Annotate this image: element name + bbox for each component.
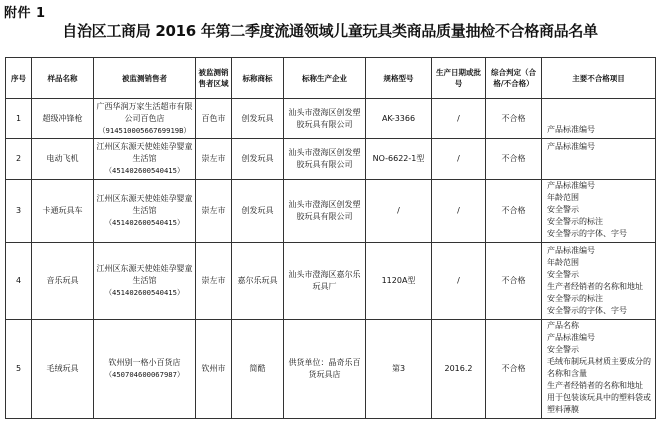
reason-item: 安全警示 [547,345,579,354]
cell-model: AK-3366 [366,99,432,139]
cell-no: 5 [6,320,32,419]
cell-reasons [542,139,656,180]
cell-model: 第3 [366,320,432,419]
reason-item: 安全警示的字体、字号 [547,306,627,315]
nonconforming-products-table [5,57,656,419]
seller-name: 江州区东源天使娃娃孕婴童生活馆 [96,264,193,285]
reason-item: 生产者经销者的名称和地址 [547,381,643,390]
seller-name: 江州区东源天使娃娃孕婴童生活馆 [96,142,193,163]
cell-region: 崇左市 [196,243,232,320]
cell-product: 电动飞机 [32,139,94,180]
cell-batch: / [432,139,486,180]
reason-item: 年龄范围 [547,258,579,267]
cell-seller [94,99,196,139]
cell-region: 百色市 [196,99,232,139]
seller-code: （451402600540415） [104,288,185,297]
cell-verdict: 不合格 [486,320,542,419]
header-region: 被监测销售者区域 [196,58,232,99]
seller-code: （91451000566769919B） [98,125,191,135]
cell-maker: 汕头市澄海区创发塑胶玩具有限公司 [284,99,366,139]
cell-verdict: 不合格 [486,99,542,139]
cell-reasons [542,320,656,419]
cell-verdict: 不合格 [486,180,542,243]
header-maker: 标称生产企业 [284,58,366,99]
seller-name: 江州区东源天使娃娃孕婴童生活馆 [96,194,193,215]
reason-item: 生产者经销者的名称和地址 [547,282,643,291]
cell-trademark: 创发玩具 [232,180,284,243]
cell-maker: 汕头市澄海区创发塑胶玩具有限公司 [284,139,366,180]
cell-model: 1120A型 [366,243,432,320]
table-row [6,99,656,139]
cell-seller [94,243,196,320]
cell-seller [94,180,196,243]
table-row [6,243,656,320]
cell-batch: / [432,180,486,243]
cell-product: 毛绒玩具 [32,320,94,419]
reason-item: 安全警示的标注 [547,294,603,303]
reason-item: 年龄范围 [547,193,579,202]
reason-item: 产品标准编号 [547,333,595,342]
seller-name: 钦州别一格小百货店 [108,358,181,367]
header-no: 序号 [6,58,32,99]
reason-item: 产品标准编号 [547,125,595,134]
cell-seller [94,139,196,180]
seller-code: （450704600067987） [104,370,185,379]
cell-product: 音乐玩具 [32,243,94,320]
cell-maker: 汕头市澄海区嘉尔乐玩具厂 [284,243,366,320]
cell-trademark: 嘉尔乐玩具 [232,243,284,320]
cell-product: 卡通玩具车 [32,180,94,243]
cell-batch: / [432,99,486,139]
cell-trademark: 简酷 [232,320,284,419]
cell-no: 4 [6,243,32,320]
table-row [6,320,656,419]
reason-item: 安全警示 [547,270,579,279]
cell-trademark: 创发玩具 [232,99,284,139]
cell-batch: / [432,243,486,320]
cell-region: 崇左市 [196,139,232,180]
reason-item: 产品标准编号 [547,142,595,151]
reason-item: 安全警示 [547,205,579,214]
seller-code: （451402600540415） [104,166,185,175]
reason-item: 安全警示的字体、字号 [547,229,627,238]
cell-reasons [542,243,656,320]
cell-batch: 2016.2 [432,320,486,419]
cell-verdict: 不合格 [486,243,542,320]
header-seller: 被监测销售者 [94,58,196,99]
cell-reasons [542,180,656,243]
cell-maker: 汕头市澄海区创发塑胶玩具有限公司 [284,180,366,243]
seller-name: 广西华润万家生活超市有限公司百色店 [96,101,193,123]
cell-trademark: 创发玩具 [232,139,284,180]
reason-item: 用于包装该玩具中的塑料袋或塑料薄膜 [547,393,651,414]
header-reasons: 主要不合格项目 [542,58,656,99]
table-header-row [6,58,656,99]
cell-model: NO-6622-1型 [366,139,432,180]
cell-region: 钦州市 [196,320,232,419]
cell-maker: 供货单位：晶奇乐百货玩具店 [284,320,366,419]
header-trademark: 标称商标 [232,58,284,99]
reason-item: 产品标准编号 [547,246,595,255]
reason-item: 产品标准编号 [547,181,595,190]
reason-item: 产品名称 [547,321,579,330]
reason-item: 安全警示的标注 [547,217,603,226]
cell-product: 超级冲锋枪 [32,99,94,139]
cell-seller [94,320,196,419]
document-title: 自治区工商局 2016 年第二季度流通领域儿童玩具类商品质量抽检不合格商品名单 [62,22,598,40]
cell-region: 崇左市 [196,180,232,243]
table-row [6,139,656,180]
reason-item: 毛绒布制玩具材质主要成分的名称和含量 [547,357,651,378]
cell-model: / [366,180,432,243]
header-verdict: 综合判定（合格/不合格） [486,58,542,99]
seller-code: （451402600540415） [104,218,185,227]
cell-reasons [542,99,656,139]
cell-verdict: 不合格 [486,139,542,180]
cell-no: 3 [6,180,32,243]
header-model: 规格型号 [366,58,432,99]
header-product: 样品名称 [32,58,94,99]
table-row [6,180,656,243]
header-batch: 生产日期或批号 [432,58,486,99]
attachment-label: 附件 1 [4,6,46,21]
cell-no: 2 [6,139,32,180]
cell-no: 1 [6,99,32,139]
